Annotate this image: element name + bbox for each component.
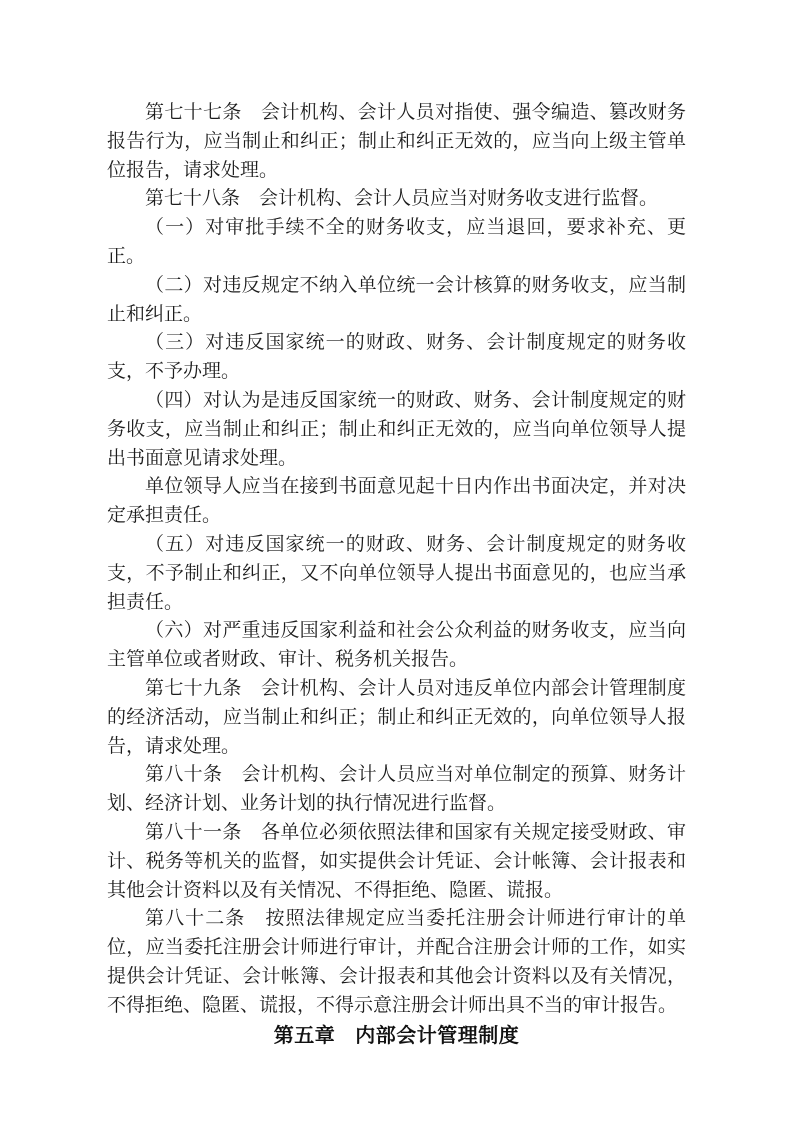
paragraph-article-79: 第七十九条 会计机构、会计人员对违反单位内部会计管理制度的经济活动，应当制止和纠正；制止和纠正无效的，向单位领导人报告，请求处理。 (107, 677, 686, 757)
paragraph-article-78-item-4: （四）对认为是违反国家统一的财政、财务、会计制度规定的财务收支，应当制止和纠正；制止和纠正无效的，应当向单位领导人提出书面意见请求处理。 (107, 389, 686, 469)
chapter-heading (107, 1021, 686, 1051)
document-body (107, 99, 686, 1051)
chapter-title: 内部会计管理制度 (355, 1024, 520, 1047)
paragraph-article-78-item-1: （一）对审批手续不全的财务收支，应当退回，要求补充、更正。 (107, 217, 686, 267)
chapter-number: 第五章 (273, 1024, 336, 1047)
paragraph-article-77: 第七十七条 会计机构、会计人员对指使、强令编造、篡改财务报告行为，应当制止和纠正；制止和纠正无效的，应当向上级主管单位报告，请求处理。 (107, 102, 686, 181)
paragraph-article-78-item-3: （三）对违反国家统一的财政、财务、会计制度规定的财务收支，不予办理。 (107, 332, 686, 383)
paragraph-article-78-item-6: （六）对严重违反国家利益和社会公众利益的财务收支，应当向主管单位或者财政、审计、税务机关报告。 (107, 620, 686, 671)
paragraph-article-78-item-5: （五）对违反国家统一的财政、财务、会计制度规定的财务收支，不予制止和纠正，又不向单位领导人提出书面意见的，也应当承担责任。 (107, 533, 686, 613)
paragraph-article-81: 第八十一条 各单位必须依照法律和国家有关规定接受财政、审计、税务等机关的监督，如实提供会计凭证、会计帐簿、会计报表和其他会计资料以及有关情况、不得拒绝、隐匿、谎报。 (107, 821, 686, 901)
paragraph-article-78: 第七十八条 会计机构、会计人员应当对财务收支进行监督。 (145, 188, 659, 210)
paragraph-article-78-item-4-note: 单位领导人应当在接到书面意见起十日内作出书面决定，并对决定承担责任。 (107, 476, 686, 527)
paragraph-article-80: 第八十条 会计机构、会计人员应当对单位制定的预算、财务计划、经济计划、业务计划的执行情况进行监督。 (107, 764, 686, 815)
paragraph-article-78-item-2: （二）对违反规定不纳入单位统一会计核算的财务收支，应当制止和纠正。 (107, 274, 686, 325)
paragraph-article-82: 第八十二条 按照法律规定应当委托注册会计师进行审计的单位，应当委托注册会计师进行审计，并配合注册会计师的工作，如实提供会计凭证、会计帐簿、会计报表和其他会计资料以及有关情况，不得拒绝、隐匿、谎报，不得示意注册会计师出具不当的审计报告。 (107, 908, 686, 1016)
